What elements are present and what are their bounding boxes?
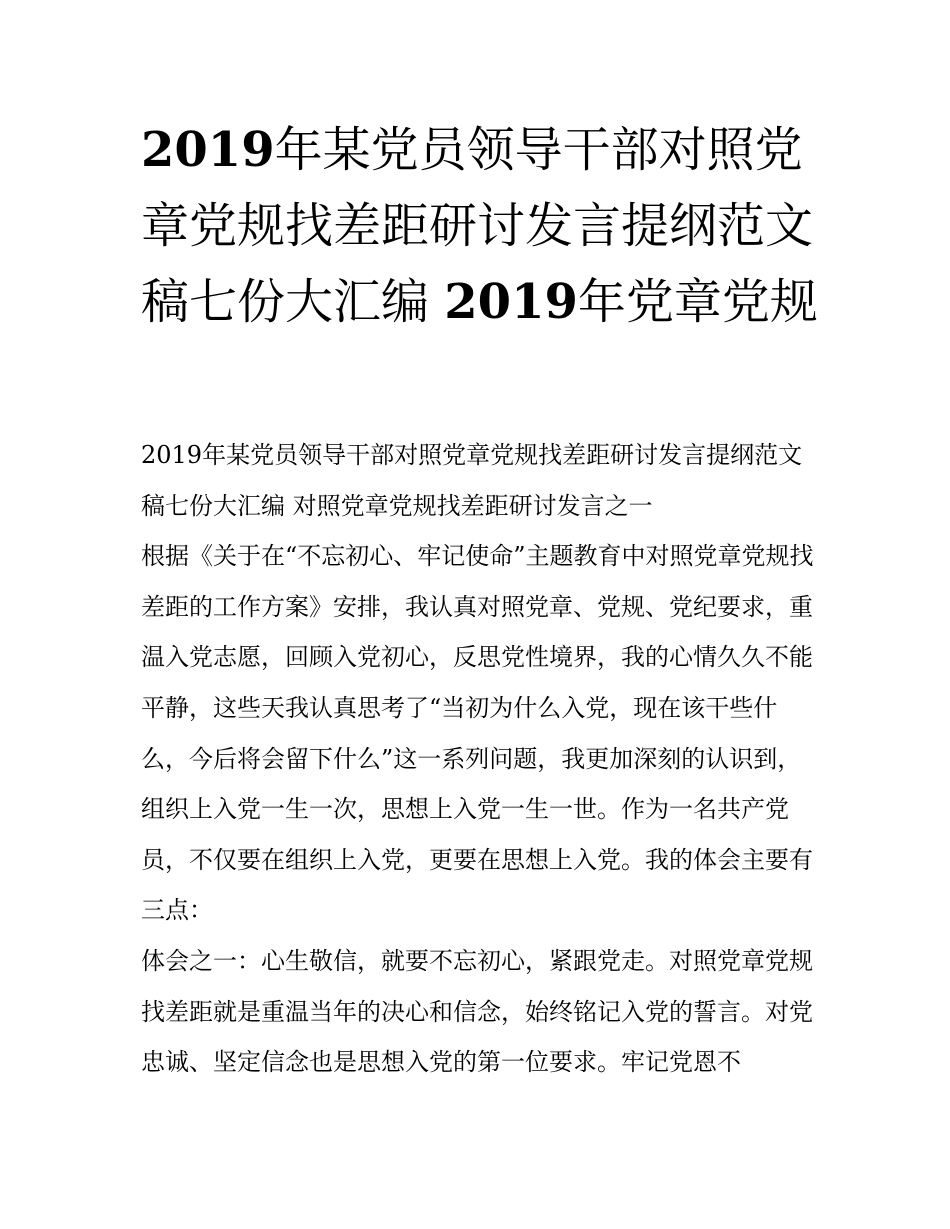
title-year-1: 2019 bbox=[141, 122, 275, 178]
paragraph-point-one: 体会之一：心生敬信，就要不忘初心，紧跟党走。对照党章党规找差距就是重温当年的决心和信念，始终铭记入党的誓言。对党忠诚、坚定信念也是思想入党的第一位要求。牢记党恩不 bbox=[141, 946, 813, 1077]
title-text-1: 年某党员领导干部对照党章党规找差距研讨发言提纲范文稿七份大汇编 bbox=[141, 122, 814, 330]
paragraph-intro: 2019年某党员领导干部对照党章党规找差距研讨发言提纲范文稿七份大汇编 对照党章党规找差距研讨发言之一 bbox=[141, 441, 803, 520]
document-title bbox=[141, 112, 821, 340]
document-body bbox=[141, 430, 821, 1088]
title-text-2: 年党章党规 bbox=[577, 274, 818, 330]
paragraph-background: 根据《关于在“不忘初心、牢记使命”主题教育中对照党章党规找差距的工作方案》安排，我认真对照党章、党规、党纪要求，重温入党志愿，回顾入党初心，反思党性境界，我的心情久久不能平静，这些天我认真思考了“当初为什么入党，现在该干些什么，今后将会留下什么”这一系列问题，我更加深刻的认识到，组织上入党一生一次，思想上入党一生一世。作为一名共产党员，不仅要在组织上入党，更要在思想上入党。我的体会主要有三点： bbox=[141, 542, 814, 925]
title-year-2: 2019 bbox=[444, 274, 578, 330]
